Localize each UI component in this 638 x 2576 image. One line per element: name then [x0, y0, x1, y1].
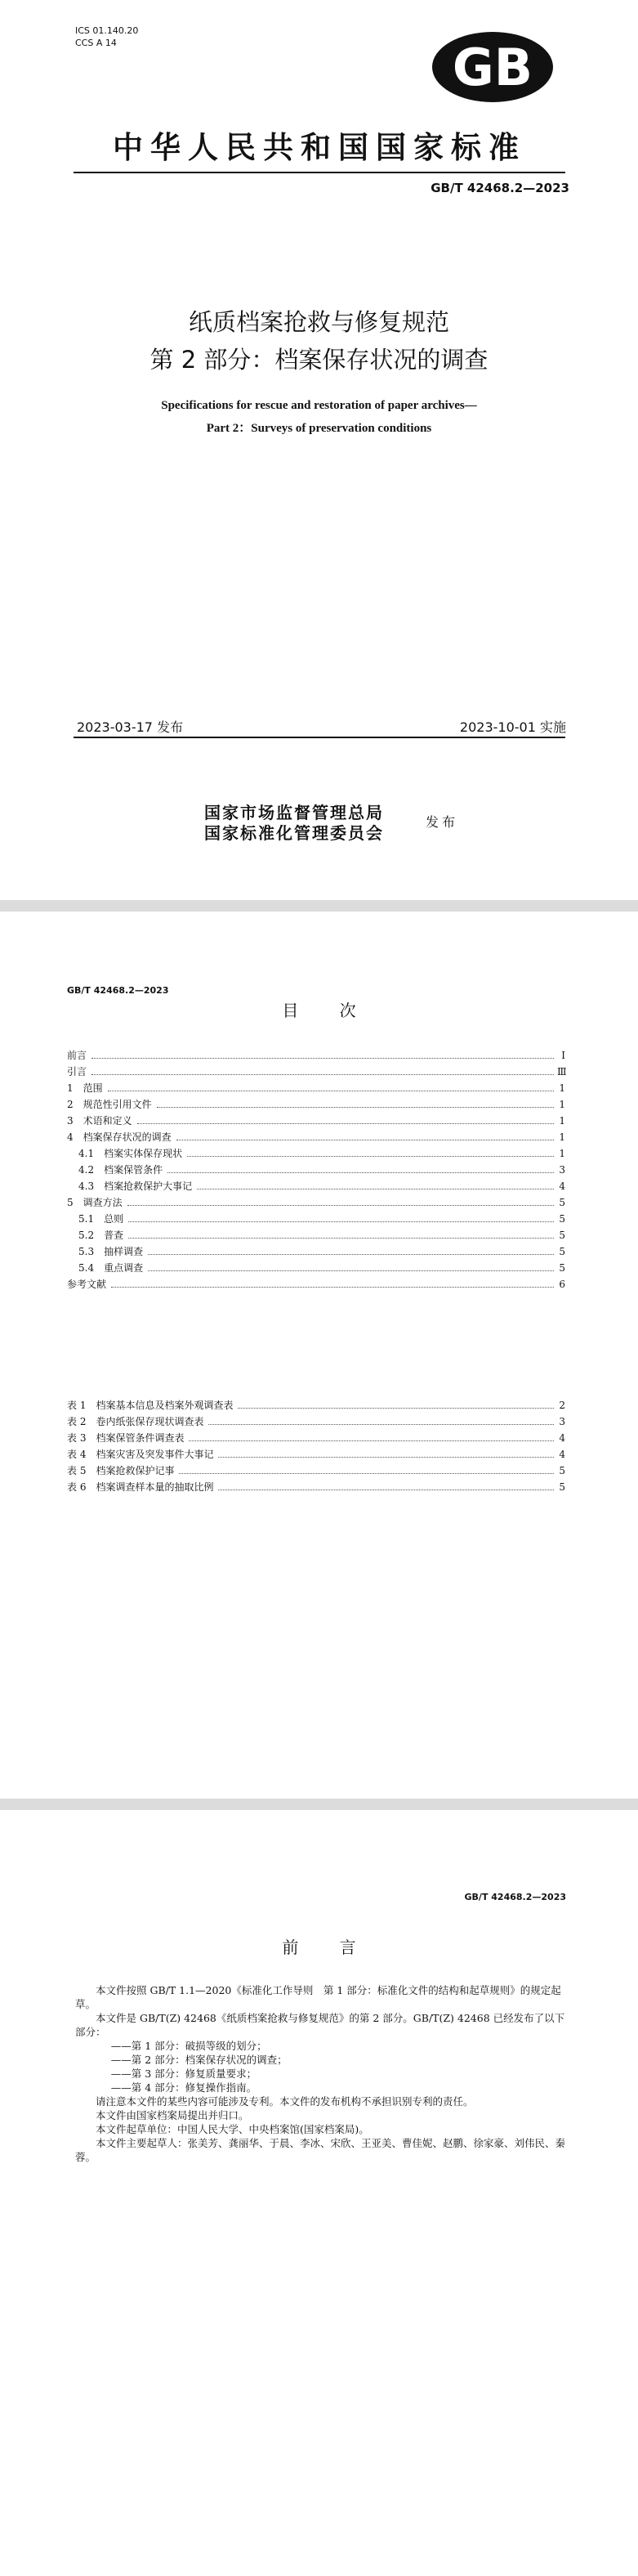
preface-paragraph: 本文件由国家档案局提出并归口。 [96, 2109, 249, 2121]
cover-bottom-rule [74, 737, 565, 738]
preface-paragraph: 请注意本文件的某些内容可能涉及专利。本文件的发布机构不承担识别专利的责任。 [96, 2095, 474, 2108]
implementation-date: 2023-10-01 实施 [459, 719, 566, 735]
preface-paragraph: 本文件按照 GB/T 1.1—2020《标准化工作导则 第 1 部分：标准化文件的结构和起草规则》的规定起草。 [75, 1984, 561, 2010]
standard-number: GB/T 42468.2—2023 [431, 181, 569, 195]
cover-top-rule [74, 172, 565, 173]
issue-word: 发布 [426, 814, 459, 830]
cover-page [0, 0, 638, 900]
ics-code: ICS 01.140.20 [75, 25, 139, 36]
toc-table-entry[interactable]: 表 3 档案保管条件调查表 4 [67, 1432, 565, 1444]
gb-logo-icon [430, 29, 555, 105]
classification-codes [75, 25, 138, 49]
toc-entry[interactable]: 5 调查方法 5 [67, 1197, 565, 1208]
toc-table-entry[interactable]: 表 2 卷内纸张保存现状调查表 3 [67, 1416, 565, 1427]
toc-entry[interactable]: 1 范围 1 [67, 1082, 565, 1094]
preface-body [75, 1983, 569, 2164]
toc-entry[interactable]: 3 术语和定义 1 [67, 1115, 565, 1127]
toc-entry[interactable]: 4.3 档案抢救保护大事记 4 [78, 1180, 565, 1192]
toc-entry[interactable]: 5.1 总则 5 [78, 1213, 565, 1225]
toc-list [67, 1047, 565, 1292]
issuer-samr: 国家市场监督管理总局 [204, 803, 384, 822]
ccs-code: CCS A 14 [75, 38, 117, 48]
toc-entry[interactable]: 4.1 档案实体保存现状 1 [78, 1148, 565, 1159]
toc-table-list [67, 1397, 565, 1495]
issue-date: 2023-03-17 发布 [77, 719, 184, 735]
document-title-line2: 第 2 部分：档案保存状况的调查 [149, 346, 489, 374]
gb-logo-text: GB [452, 38, 533, 97]
parts-list-item: ——第 2 部分：档案保存状况的调查； [110, 2054, 288, 2066]
toc-entry[interactable]: 引言 Ⅲ [67, 1066, 567, 1077]
national-standard-heading: 中华人民共和国国家标准 [113, 130, 526, 165]
preface-paragraph: 本文件是 GB/T(Z) 42468《纸质档案抢救与修复规范》的第 2 部分。GB/T(Z) 42468 已经发布了以下部分： [75, 2012, 565, 2038]
issuer-sac: 国家标准化管理委员会 [204, 823, 384, 843]
parts-list-item: ——第 1 部分：破损等级的划分； [110, 2040, 267, 2052]
toc-page [0, 912, 638, 1799]
preface-paragraph: 本文件起草单位：中国人民大学、中央档案馆(国家档案局)。 [96, 2123, 369, 2135]
toc-entry[interactable]: 参考文献 6 [67, 1279, 565, 1290]
toc-entry[interactable]: 前言 Ⅰ [67, 1050, 565, 1061]
english-title-line2: Part 2：Surveys of preservation conditions [206, 422, 432, 435]
document-title-line1: 纸质档案抢救与修复规范 [188, 308, 449, 336]
toc-entry[interactable]: 4 档案保存状况的调查 1 [67, 1131, 565, 1143]
toc-entry[interactable]: 5.2 普查 5 [78, 1230, 565, 1241]
parts-list-item: ——第 4 部分：修复操作指南。 [110, 2081, 257, 2094]
preface-page [0, 1810, 638, 2576]
toc-entry[interactable]: 5.4 重点调查 5 [78, 1262, 565, 1274]
preface-page-header: GB/T 42468.2—2023 [464, 1892, 566, 1902]
toc-title: 目 次 [282, 1001, 374, 1020]
toc-table-entry[interactable]: 表 5 档案抢救保护记事 5 [67, 1465, 565, 1476]
toc-table-entry[interactable]: 表 6 档案调查样本量的抽取比例 5 [67, 1481, 565, 1493]
toc-entry[interactable]: 4.2 档案保管条件 3 [78, 1164, 565, 1176]
preface-title: 前 言 [282, 1938, 374, 1957]
toc-table-entry[interactable]: 表 4 档案灾害及突发事件大事记 4 [67, 1449, 565, 1460]
parts-list-item: ——第 3 部分：修复质量要求； [110, 2068, 257, 2080]
english-title-line1: Specifications for rescue and restoration of paper archives— [161, 399, 477, 412]
toc-table-entry[interactable]: 表 1 档案基本信息及档案外观调查表 2 [67, 1400, 565, 1411]
toc-entry[interactable]: 2 规范性引用文件 1 [67, 1099, 565, 1110]
toc-entry[interactable]: 5.3 抽样调查 5 [78, 1246, 565, 1257]
toc-page-header: GB/T 42468.2—2023 [67, 985, 169, 996]
preface-paragraph: 本文件主要起草人：张美芳、龚丽华、于晨、李冰、宋欣、王亚美、曹佳妮、赵鹏、徐家豪、刘伟民、秦蓉。 [75, 2137, 566, 2163]
